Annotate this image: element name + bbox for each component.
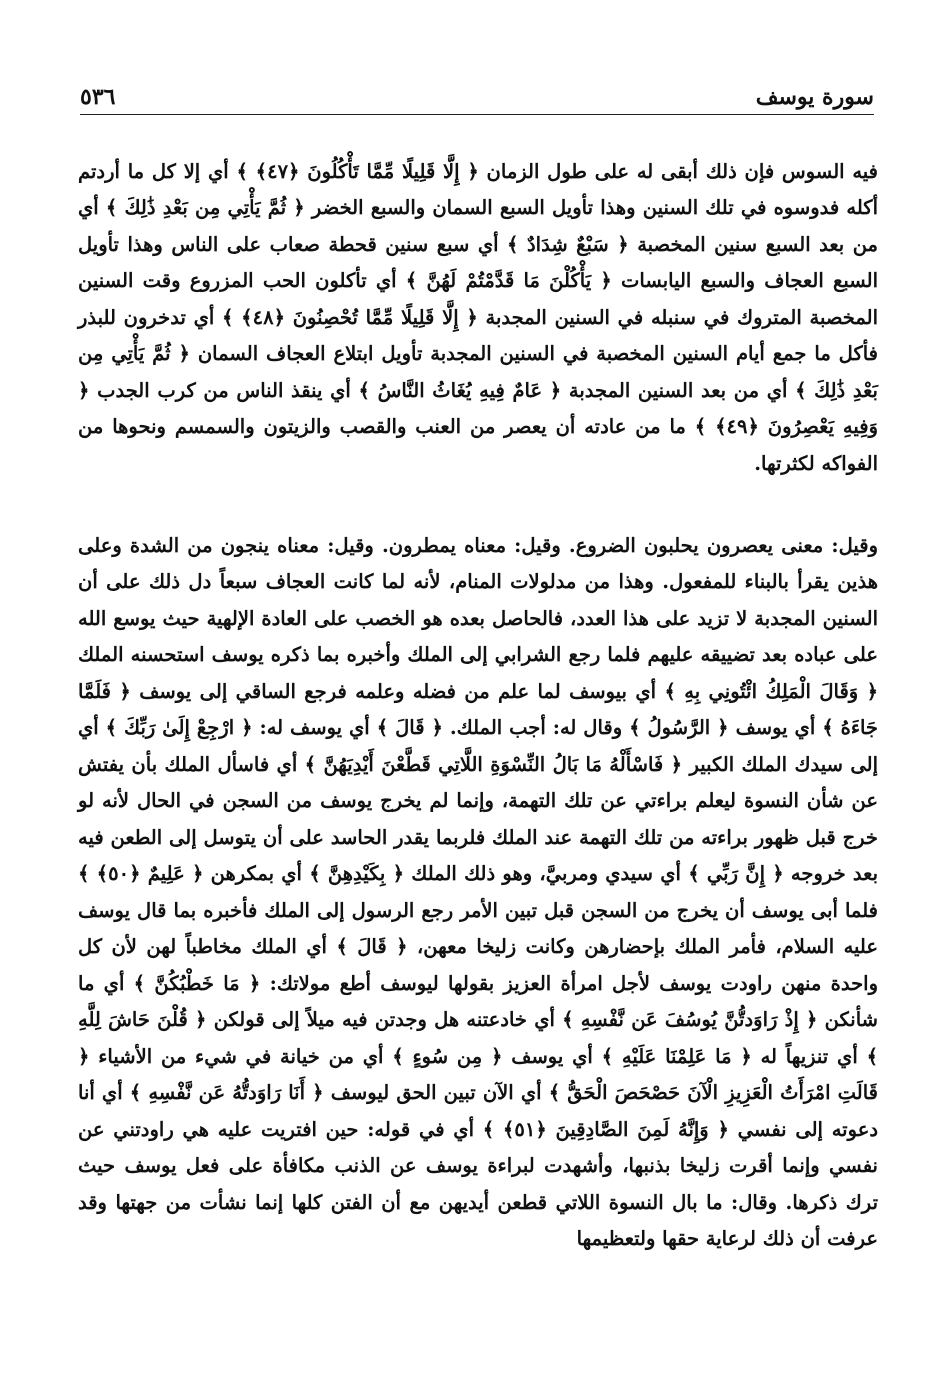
paragraph-2: وقيل: معنى يعصرون يحلبون الضروع. وقيل: معناه يمطرون. وقيل: معناه ينجون من الشدة وعلى هذين يقرأ بالبناء للمفعول. وهذا من مدلولات المنام، لأنه لما كانت العجاف سبعاً دل ذلك على أن السنين المجدبة لا تزيد على هذا العدد، فالحاصل بعده هو الخصب على العادة الإلهية حيث يوسع الله على عباده بعد تضييقه عليهم فلما رجع الشرابي إلى الملك وأخبره بما ذكره يوسف استحسنه الملك ﴿ وَقَالَ الْمَلِكُ ائْتُونِي بِهِ ﴾ أي بيوسف لما علم من فضله وعلمه فرجع الساقي إلى يوسف ﴿ فَلَمَّا جَاءَهُ ﴾ أي يوسف ﴿ الرَّسُولُ ﴾ وقال له: أجب الملك. ﴿ قَالَ ﴾ أي يوسف له: ﴿ ارْجِعْ إِلَىٰ رَبِّكَ ﴾ أي إلى سيدك الملك الكبير ﴿ فَاسْأَلْهُ مَا بَالُ النِّسْوَةِ اللَّاتِي قَطَّعْنَ أَيْدِيَهُنَّ ﴾ أي فاسأل الملك بأن يفتش عن شأن النسوة ليعلم براءتي عن تلك التهمة، وإنما لم يخرج يوسف من السجن في الحال لأنه لو خرج قبل ظهور براءته من تلك التهمة عند الملك فلربما يقدر الحاسد على أن يتوسل إلى الطعن فيه بعد خروجه ﴿ إِنَّ رَبِّي ﴾ أي سيدي ومربيَّ، وهو ذلك الملك ﴿ بِكَيْدِهِنَّ ﴾ أي بمكرهن ﴿ عَلِيمٌ ﴿٥٠﴾ ﴾ فلما أبى يوسف أن يخرج من السجن قبل تبين الأمر رجع الرسول إلى الملك فأخبره بما قال يوسف عليه السلام، فأمر الملك بإحضارهن وكانت زليخا معهن، ﴿ قَالَ ﴾ أي الملك مخاطباً لهن لأن كل واحدة منهن راودت يوسف لأجل امرأة العزيز بقولها ليوسف أطع مولاتك: ﴿ مَا خَطْبُكُنَّ ﴾ أي ما شأنكن ﴿ إِذْ رَاوَدتُّنَّ يُوسُفَ عَن نَّفْسِهِ ﴾ أي خادعتنه هل وجدتن فيه ميلاً إلى قولكن ﴿ قُلْنَ حَاشَ لِلَّهِ ﴾ أي تنزيهاً له ﴿ مَا عَلِمْنَا عَلَيْهِ ﴾ أي يوسف ﴿ مِن سُوءٍ ﴾ أي من خيانة في شيء من الأشياء ﴿ قَالَتِ امْرَأَتُ الْعَزِيزِ الْآنَ حَصْحَصَ الْحَقُّ ﴾ أي الآن تبين الحق ليوسف ﴿ أَنَا رَاوَدتُّهُ عَن نَّفْسِهِ ﴾ أي أنا دعوته إلى نفسي ﴿ وَإِنَّهُ لَمِنَ الصَّادِقِينَ ﴿٥١﴾ ﴾ أي في قوله: حين افتريت عليه هي راودتني عن نفسي وإنما أقرت زليخا بذنبها، وأشهدت لبراءة يوسف عن الذنب مكافأة على فعل يوسف حيث ترك ذكرها. وقال: ما بال النسوة اللاتي قطعن أيديهن مع أن الفتن كلها إنما نشأت من جهتها وقد عرفت أن ذلك لرعاية حقها ولتعظيمها	[78, 533, 879, 1250]
surah-title: سورة يوسف	[755, 84, 874, 110]
page-number: ٥٣٦	[80, 84, 116, 110]
paragraph-1: فيه السوس فإن ذلك أبقى له على طول الزمان ﴿ إِلَّا قَلِيلًا مِّمَّا تَأْكُلُونَ ﴿٤٧﴾ ﴾ أي إلا كل ما أردتم أكله فدوسوه في تلك السنين وهذا تأويل السبع السمان والسبع الخضر ﴿ ثُمَّ يَأْتِي مِن بَعْدِ ذَٰلِكَ ﴾ أي من بعد السبع سنين المخصبة ﴿ سَبْعٌ شِدَادٌ ﴾ أي سبع سنين قحطة صعاب على الناس وهذا تأويل السبع العجاف والسبع اليابسات ﴿ يَأْكُلْنَ مَا قَدَّمْتُمْ لَهُنَّ ﴾ أي تأكلون الحب المزروع وقت السنين المخصبة المتروك في سنبله في السنين المجدبة ﴿ إِلَّا قَلِيلًا مِّمَّا تُحْصِنُونَ ﴿٤٨﴾ ﴾ أي تدخرون للبذر فأكل ما جمع أيام السنين المخصبة في السنين المجدبة تأويل ابتلاع العجاف السمان ﴿ ثُمَّ يَأْتِي مِن بَعْدِ ذَٰلِكَ ﴾ أي من بعد السنين المجدبة ﴿ عَامٌ فِيهِ يُغَاثُ النَّاسُ ﴾ أي ينقذ الناس من كرب الجدب ﴿ وَفِيهِ يَعْصِرُونَ ﴿٤٩﴾ ﴾ ما من عادته أن يعصر من العنب والقصب والزيتون والسمسم ونحوها من الفواكه لكثرتها.	[78, 159, 878, 475]
page-header	[80, 78, 874, 115]
